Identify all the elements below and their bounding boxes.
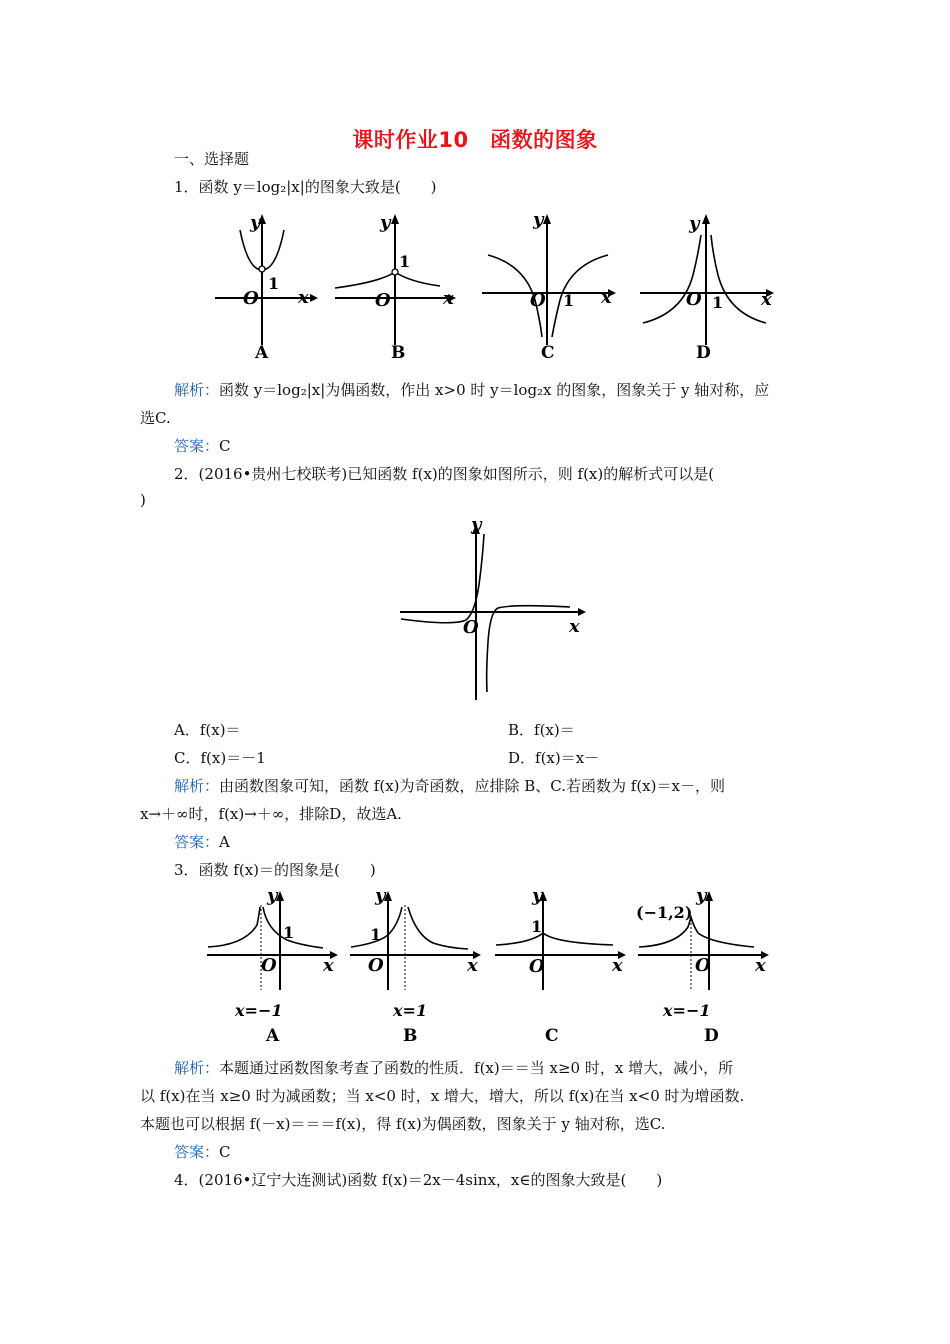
q1b-y-label: y [380, 212, 391, 233]
q1a-origin: O [243, 288, 259, 309]
q1c-x-label: x [601, 287, 612, 308]
q2-y-label: y [471, 514, 482, 535]
q1-graph-d [638, 205, 778, 363]
q3-stem: 3．函数 f(x)＝的图象是( ) [174, 861, 376, 879]
q3d-note: x=−1 [663, 1001, 711, 1020]
q3-graph-d [636, 885, 776, 1050]
page-title: 课时作业10 函数的图象 [352, 128, 598, 152]
q4-stem: 4．(2016•辽宁大连测试)函数 f(x)＝2x－4sinx，x∈的图象大致是( ) [174, 1171, 663, 1189]
q1c-tick: 1 [563, 291, 575, 310]
q1a-caption: A [255, 343, 269, 363]
q2-stem: 2．(2016•贵州七校联考)已知函数 f(x)的图象如图所示，则 f(x)的解析式可以是( [174, 465, 715, 483]
q3b-tick: 1 [370, 925, 382, 944]
q2-option-a: A．f(x)＝ [174, 721, 241, 739]
q1-graph-c [480, 205, 620, 363]
q2-option-b: B．f(x)＝ [508, 721, 575, 739]
q3c-y-label: y [532, 885, 543, 906]
q3-analysis-cont-1: 以 f(x)在当 x≥0 时为减函数；当 x<0 时，x 增大，增大，所以 f(x)在当 x<0 时为增函数. [140, 1087, 745, 1105]
q1d-origin: O [686, 289, 702, 310]
q3-analysis: 解析：本题通过函数图象考查了函数的性质．f(x)＝＝当 x≥0 时，x 增大，减小，所 [174, 1059, 734, 1077]
q3d-y-label: y [696, 885, 707, 906]
q2-analysis-cont: x→＋∞时，f(x)→＋∞，排除D，故选A. [140, 805, 402, 823]
q1a-x-label: x [298, 287, 309, 308]
q3-analysis-cont-2: 本题也可以根据 f(－x)＝＝＝f(x)，得 f(x)为偶函数，图象关于 y 轴对称，选C. [140, 1115, 666, 1133]
q3-graph-b [348, 885, 488, 1050]
q3b-caption: B [403, 1026, 418, 1046]
q3d-caption: D [704, 1026, 719, 1046]
q3b-origin: O [368, 955, 384, 976]
q3b-x-label: x [467, 955, 478, 976]
q1-analysis: 解析：函数 y＝log₂|x|为偶函数，作出 x>0 时 y＝log₂x 的图象，图象关于 y 轴对称，应 [174, 381, 770, 399]
q3b-note: x=1 [393, 1001, 428, 1020]
q1-graph-b [330, 210, 460, 363]
q2-option-d: D．f(x)＝x－ [508, 749, 600, 767]
q2-analysis: 解析：由函数图象可知，函数 f(x)为奇函数，应排除 B、C.若函数为 f(x)＝x－，则 [174, 777, 725, 795]
q2-origin: O [463, 617, 479, 638]
q1b-caption: B [391, 343, 406, 363]
q2-graph [398, 512, 598, 702]
q1b-tick: 1 [399, 252, 411, 271]
q3c-x-label: x [612, 955, 623, 976]
q3a-x-label: x [323, 955, 334, 976]
q2-option-c: C．f(x)＝－1 [174, 749, 266, 767]
q1-answer: 答案：C [174, 437, 231, 455]
q1a-tick: 1 [268, 274, 280, 293]
q3d-tick: (−1,2) [636, 903, 693, 922]
q3a-y-label: y [267, 885, 278, 906]
q3-answer: 答案：C [174, 1143, 231, 1161]
q3c-caption: C [545, 1026, 559, 1046]
q3-graph-c [493, 885, 633, 1050]
q1c-caption: C [541, 343, 555, 363]
q3c-origin: O [529, 956, 545, 977]
q3a-tick: 1 [283, 923, 295, 942]
q1d-caption: D [696, 343, 711, 363]
section-heading: 一、选择题 [174, 150, 250, 168]
q1c-origin: O [530, 290, 546, 311]
q3a-note: x=−1 [235, 1001, 283, 1020]
q1-analysis-cont: 选C. [140, 409, 171, 427]
q1c-y-label: y [533, 209, 544, 230]
q1a-y-label: y [250, 212, 261, 233]
q1d-tick: 1 [712, 293, 724, 312]
q1b-origin: O [375, 290, 391, 311]
q1-stem: 1．函数 y＝log₂|x|的图象大致是( ) [174, 178, 437, 196]
q3-graph-a [205, 885, 345, 1050]
q3d-origin: O [695, 955, 711, 976]
q3a-origin: O [261, 955, 277, 976]
q3a-caption: A [266, 1026, 280, 1046]
q1d-x-label: x [761, 289, 772, 310]
q1d-y-label: y [689, 213, 700, 234]
q2-stem-cont: ) [140, 491, 146, 509]
q1b-x-label: x [443, 288, 454, 309]
q3b-y-label: y [375, 885, 386, 906]
q3d-x-label: x [755, 955, 766, 976]
q2-answer: 答案：A [174, 833, 230, 851]
q3c-tick: 1 [531, 917, 543, 936]
q1-graph-a [210, 210, 320, 363]
q2-x-label: x [569, 616, 580, 637]
